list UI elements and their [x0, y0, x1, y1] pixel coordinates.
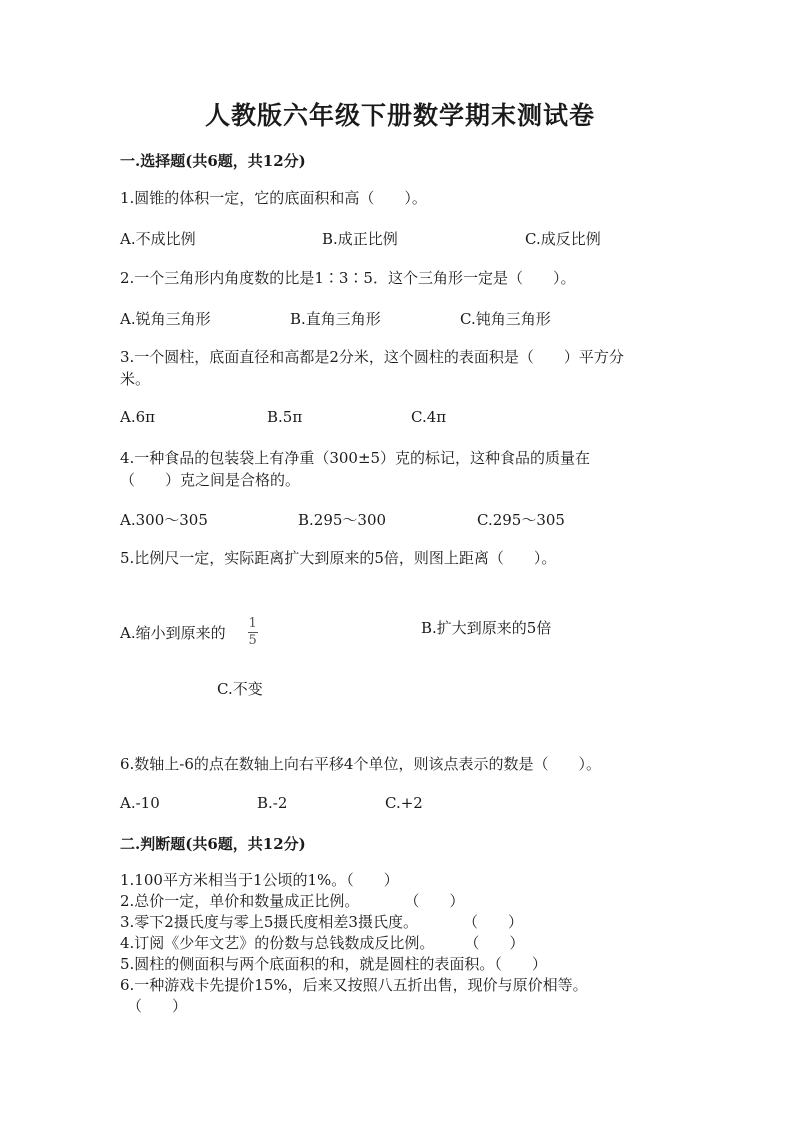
- tf-item-6: 6.一种游戏卡先提价15%，后来又按照八五折出售，现价与原价相等。: [120, 976, 588, 994]
- fraction-denominator: 5: [248, 633, 257, 648]
- question-3-line-2: 米。: [120, 370, 151, 388]
- q1-option-a: A.不成比例: [120, 230, 196, 248]
- q4-option-c: C.295～305: [477, 511, 565, 529]
- q3-option-c: C.4π: [411, 408, 447, 426]
- q5-option-c: C.不变: [217, 680, 263, 698]
- q3-option-b: B.5π: [267, 408, 303, 426]
- q4-option-b: B.295～300: [298, 511, 387, 529]
- tf-item-3: 3.零下2摄氏度与零上5摄氏度相差3摄氏度。 （ ）: [120, 913, 523, 931]
- section-heading-choice: 一.选择题(共6题，共12分): [120, 152, 306, 170]
- q1-option-b: B.成正比例: [322, 230, 398, 248]
- tf-item-1: 1.100平方米相当于1公顷的1%。（ ）: [120, 871, 399, 889]
- question-3-line-1: 3.一个圆柱，底面直径和高都是2分米，这个圆柱的表面积是（ ）平方分: [120, 348, 624, 366]
- q1-option-c: C.成反比例: [525, 230, 601, 248]
- tf-item-6-blank: （ ）: [127, 997, 188, 1015]
- q5-option-b: B.扩大到原来的5倍: [421, 619, 552, 637]
- question-4-line-1: 4.一种食品的包装袋上有净重（300±5）克的标记，这种食品的质量在: [120, 449, 591, 467]
- q5-option-a-label: A.缩小到原来的: [120, 624, 226, 642]
- q6-option-c: C.+2: [385, 794, 423, 812]
- q4-option-a: A.300～305: [120, 511, 208, 529]
- q6-option-a: A.-10: [120, 794, 160, 812]
- question-4-line-2: （ ）克之间是合格的。: [120, 471, 301, 489]
- q2-option-a: A.锐角三角形: [120, 310, 211, 328]
- tf-item-5: 5.圆柱的侧面积与两个底面积的和，就是圆柱的表面积。（ ）: [120, 955, 547, 973]
- page-title: 人教版六年级下册数学期末测试卷: [204, 101, 595, 130]
- q2-option-b: B.直角三角形: [290, 310, 381, 328]
- section-heading-true-false: 二.判断题(共6题，共12分): [120, 835, 306, 853]
- q3-option-a: A.6π: [120, 408, 156, 426]
- tf-item-4: 4.订阅《少年文艺》的份数与总钱数成反比例。 （ ）: [120, 934, 525, 952]
- question-5: 5.比例尺一定，实际距离扩大到原来的5倍，则图上距离（ ）。: [120, 549, 557, 567]
- tf-item-2: 2.总价一定，单价和数量成正比例。 （ ）: [120, 892, 465, 910]
- fraction-one-fifth: [248, 617, 258, 648]
- q2-option-c: C.钝角三角形: [460, 310, 551, 328]
- question-6: 6.数轴上-6的点在数轴上向右平移4个单位，则该点表示的数是（ ）。: [120, 755, 601, 773]
- q6-option-b: B.-2: [257, 794, 288, 812]
- q5-option-a: [120, 617, 258, 648]
- question-2: 2.一个三角形内角度数的比是1∶3∶5．这个三角形一定是（ ）。: [120, 269, 576, 287]
- question-1: 1.圆锥的体积一定，它的底面积和高（ ）。: [120, 189, 427, 207]
- fraction-numerator: 1: [248, 616, 257, 631]
